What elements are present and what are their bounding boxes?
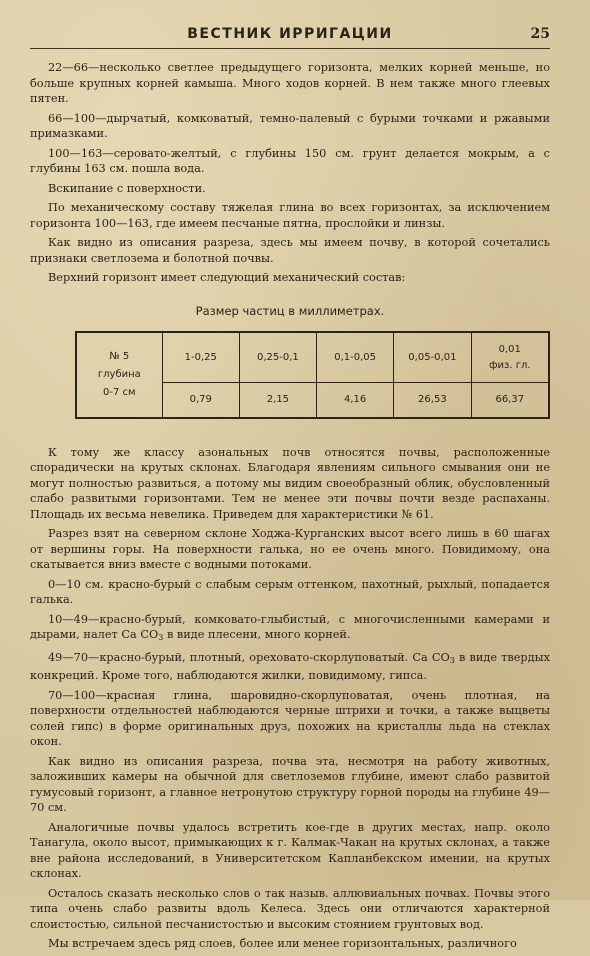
paragraph: 66—100—дырчатый, комковатый, темно-палевый с бурыми точками и ржавыми примазками. (30, 111, 550, 140)
subscript: 3 (158, 633, 164, 642)
sample-depth-label: глубина (97, 368, 141, 380)
particle-size-table (75, 331, 550, 419)
table-cell: 26,53 (394, 383, 471, 418)
paragraph: Вскипание с поверхности. (48, 181, 206, 195)
body-text (30, 60, 550, 956)
paragraph: Верхний горизонт имеет следующий механический состав: (48, 271, 406, 284)
table-caption: Размер частиц в миллиметрах. (195, 303, 385, 318)
table-header-cell: 0,1-0,05 (317, 332, 394, 383)
text-span: 10—49—красно-бурый, комковато-глыбистый, с многочисленными камерами и дырами, налет Са СО (30, 612, 550, 641)
paragraph: По механическому составу тяжелая глина во всех горизонтах, за исключением горизонта 100—163, где имеем песчаные пятна, прослойки и линзы. (30, 201, 550, 230)
sample-cell (76, 332, 162, 418)
paragraph: Как видно из описания разреза, почва эта, несмотря на работу животных, заложивших камеры на обычной для светлоземов глубине, имеют слабо развитой гумусовый горизонт, а главное нетронутою структуру горной породы на глубине 49—70 см. (30, 754, 550, 814)
table-header-cell: 1-0,25 (162, 332, 239, 383)
fraction-size: 0,01 (498, 344, 521, 355)
table-row (76, 332, 549, 383)
table-cell: 4,16 (317, 383, 394, 418)
paragraph: Осталось сказать несколько слов о так назыв. аллювиальных почвах. Почвы этого типа очень слабо развиты вдоль Келеса. Здесь они отличаются характерной слоистостью, сильной песчанистостью и высоким стоянием грунтовых вод. (30, 886, 550, 931)
table-cell: 0,79 (162, 383, 239, 418)
table-cell: 66,37 (471, 383, 549, 418)
text-span: в виде твердых конкреций. Кроме того, наблюдаются жилки, повидимому, гипса. (30, 650, 550, 682)
paragraph: 100—163—серовато-желтый, с глубины 150 см. грунт делается мокрым, а с глубины 163 см. пошла вода. (30, 146, 550, 175)
sample-number: № 5 (109, 350, 130, 362)
paragraph: 70—100—красная глина, шаровидно-скорлуповатая, очень плотная, на поверхности отдельностей наблюдаются черные штрихи и точки, а также выцветы солей гипс) в форме оригинальных друз, похожих на кристаллы льда на стеклах окон. (30, 688, 550, 748)
text-span: в виде плесени, много корней. (163, 628, 351, 641)
paragraph: 22—66—несколько светлее предыдущего горизонта, мелких корней меньше, но больше крупных корней камыша. Много ходов корней. В нем также много глеевых пятен. (30, 61, 550, 105)
table-header-cell: 0,25-0,1 (239, 332, 316, 383)
subscript: 3 (449, 655, 455, 665)
paragraph: Разрез взят на северном склоне Ходжа-Курганских высот всего лишь в 60 шагах от вершины горы. На поверхности галька, но ее очень много. Повидимому, она скатывается вниз вместе с водными потоками. (30, 527, 550, 571)
fraction-label: физ. гл. (489, 359, 531, 371)
paragraph: Мы встречаем здесь ряд слоев, более или менее горизонтальных, различного (48, 937, 517, 950)
sample-depth: 0-7 см (103, 386, 136, 398)
paragraph (30, 650, 550, 684)
text-span: 49—70—красно-бурый, плотный, ореховато-скорлуповатый. Са СО (48, 650, 450, 664)
paragraph: Аналогичные почвы удалось встретить кое-где в других местах, напр. около Танагула, около высот, примыкающих к г. Калмак-Чакан на крутых склонах, а также вне района исследований, в Университетском Капланбекском имении, на крутых склонах. (30, 820, 550, 880)
paragraph: К тому же классу азональных почв относятся почвы, расположенные спорадически на крутых склонах. Благодаря явлениям сильного смывания они не могут полностью развиться, а потому мы видим своеобразный облик, обусловленный слабо развитыми горизонтами. Тем не менее эти почвы почти везде распаханы. Площадь их весьма невелика. Приведем для характеристики № 61. (30, 445, 550, 521)
table-header-cell (471, 332, 549, 383)
page-number: 25 (530, 26, 550, 42)
paragraph: Как видно из описания разреза, здесь мы имеем почву, в которой сочетались признаки светлозема и болотной почвы. (30, 236, 550, 265)
paragraph (30, 612, 550, 646)
page-header (30, 22, 550, 49)
journal-title: ВЕСТНИК ИРРИГАЦИИ (187, 26, 393, 42)
table-cell: 2,15 (239, 383, 316, 418)
paragraph: 0—10 см. красно-бурый с слабым серым оттенком, пахотный, рыхлый, попадается галька. (30, 577, 550, 606)
table-header-cell: 0,05-0,01 (394, 332, 471, 383)
